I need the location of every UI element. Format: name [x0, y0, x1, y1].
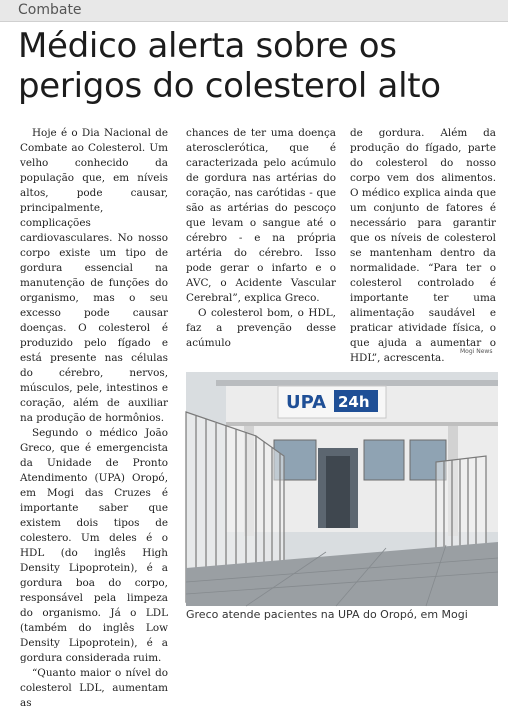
building-photo-icon [186, 372, 498, 606]
paragraph: O colesterol bom, o HDL, faz a prevenção desse acúmulo [186, 307, 336, 349]
paragraph: de gordura. Além da produção do fígado, parte do colesterol do nosso corpo vem dos alimentos. O médico explica ainda que um conjunto de fatores é necessário para garantir que os níveis de colesterol se mantenham dentro da normalidade. “Para ter o colesterol controlado é importante ter uma alimentação saudável e praticar atividade física, o que ajuda a aumentar o HDL”, acrescenta. [350, 127, 496, 364]
section-bar [0, 0, 508, 22]
sign-brand: UPA [286, 392, 327, 413]
paragraph: Hoje é o Dia Nacional de Combate ao Colesterol. Um velho conhecido da população que, em níveis altos, pode causar, principalmente, complicações cardiovasculares. No nosso corpo existe um tipo de gordura essencial na manutenção de funções do organismo, mas o seu excesso pode causar doenças. O colesterol é produzido pelo fígado e está presente nas células do cérebro, nervos, músculos, pele, intestinos e coração, além de auxiliar na produção de hormônios. [20, 127, 168, 424]
article-column-2 [186, 126, 336, 351]
paragraph: Segundo o médico João Greco, que é emergencista da Unidade de Pronto Atendimento (UPA) Oropó, em Mogi das Cruzes é importante saber que existem dois tipos de colestero. Um deles é o HDL (do inglês High Density Lipoprotein), é a gordura boa do corpo, responsável pela limpeza do organismo. Já o LDL (também do inglês Low Density Lipoprotein), é a gordura considerada ruim. [20, 427, 168, 664]
article-photo [186, 372, 498, 606]
sign-number: 24h [338, 393, 370, 411]
photo-credit: Mogi News [460, 348, 493, 355]
article-column-3 [350, 126, 496, 366]
paragraph: chances de ter uma doença aterosclerótica, que é caracterizada pelo acúmulo de gordura nas artérias do coração, nas carótidas - que são as artérias do pescoço que levam o sangue até o cérebro - e na própria artéria do cérebro. Isso pode gerar o infarto e o AVC, o Acidente Vascular Cerebral”, explica Greco. [186, 127, 336, 304]
headline: Médico alerta sobre os perigos do colesterol alto [18, 26, 441, 106]
paragraph: “Quanto maior o nível do colesterol LDL, aumentam as [20, 667, 168, 709]
article-column-1 [20, 126, 168, 711]
photo-caption: Greco atende pacientes na UPA do Oropó, em Mogi [186, 608, 468, 621]
section-label: Combate [18, 2, 82, 18]
